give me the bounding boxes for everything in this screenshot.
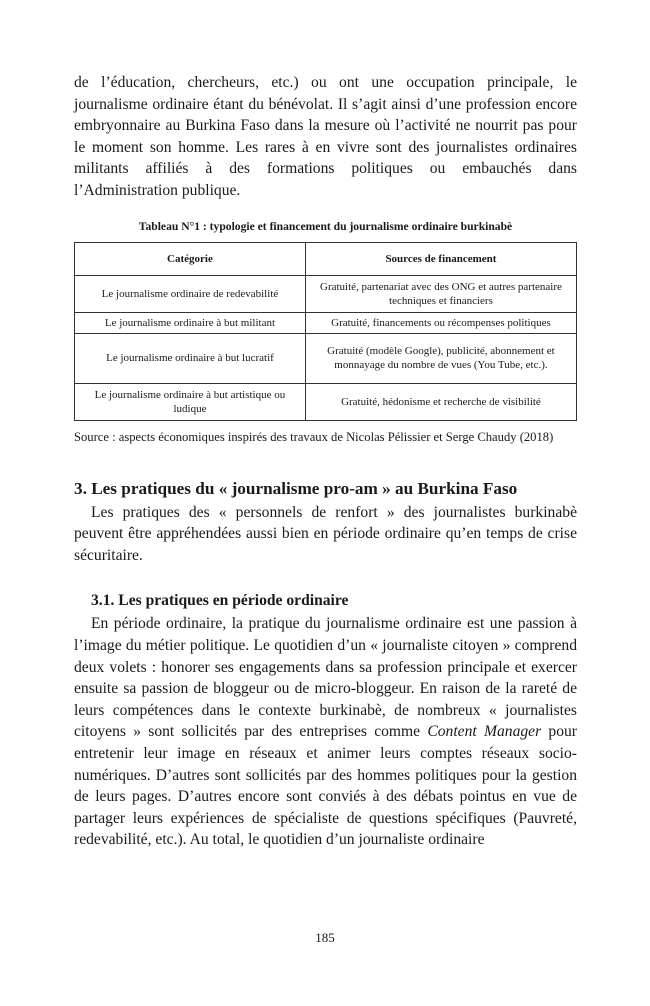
page-content	[74, 72, 577, 851]
table-cell: Gratuité, partenariat avec des ONG et autres partenaire techniques et financiers	[305, 275, 576, 312]
body-text-part1: En période ordinaire, la pratique du journalisme ordinaire est une passion à l’image du métier politique. Le quotidien d’un « journaliste citoyen » comprend deux volets : honorer ses engagements dans sa profession principale et exercer ensuite sa passion de bloggeur ou de micro-bloggeur. En raison de la rareté de leurs compétences dans le contexte burkinabè, de nombreux « journalistes citoyens » sont sollicités par des entreprises comme	[74, 615, 577, 741]
table-cell: Le journalisme ordinaire à but lucratif	[75, 333, 306, 383]
table-header-row	[75, 242, 577, 275]
financing-table	[74, 242, 577, 421]
table-row	[75, 312, 577, 333]
table-header-category: Catégorie	[75, 242, 306, 275]
table-cell: Gratuité, hédonisme et recherche de visibilité	[305, 383, 576, 420]
table-title: Tableau N°1 : typologie et financement du journalisme ordinaire burkinabè	[138, 219, 513, 233]
section-paragraph: Les pratiques des « personnels de renfort » des journalistes burkinabè peuvent être appréhendées aussi bien en période ordinaire qu’en temps de crise sécuritaire.	[74, 503, 577, 564]
section-heading: 3. Les pratiques du « journalisme pro-am » au Burkina Faso	[74, 478, 518, 498]
body-text-part2: pour entretenir leur image en réseaux et animer leurs comptes réseaux socio-numériques. D’autres sont sollicités par des hommes politiques pour la gestion de leurs pages. D’autres encore sont conviés à des débats pointus en vue de partager leurs expériences de spécialiste de questions spécifiques (Pauvreté, redevabilité, etc.). Au total, le quotidien d’un journaliste ordinaire	[74, 723, 577, 849]
table-row	[75, 333, 577, 383]
table-cell: Gratuité, financements ou récompenses politiques	[305, 312, 576, 333]
table-cell: Le journalisme ordinaire à but militant	[75, 312, 306, 333]
subsection-heading: 3.1. Les pratiques en période ordinaire	[91, 592, 349, 610]
table-cell: Le journalisme ordinaire de redevabilité	[75, 275, 306, 312]
emphasized-term: Content Manager	[427, 723, 542, 741]
intro-paragraph: de l’éducation, chercheurs, etc.) ou ont une occupation principale, le journalisme ordinaire étant du bénévolat. Il s’agit ainsi d’une profession encore embryonnaire au Burkina Faso dans la mesure où l’activité ne nourrit pas pour le moment son homme. Les rares à en vivre sont des journalistes ordinaires militants affiliés à des formations politiques ou embauchés dans l’Administration publique.	[74, 74, 577, 199]
table-cell: Le journalisme ordinaire à but artistique ou ludique	[75, 383, 306, 420]
body-paragraph	[74, 613, 577, 851]
table-row	[75, 383, 577, 420]
table-row	[75, 275, 577, 312]
page-number: 185	[315, 930, 335, 945]
source-note: Source : aspects économiques inspirés des travaux de Nicolas Pélissier et Serge Chaudy (2018)	[74, 429, 554, 444]
table-cell: Gratuité (modèle Google), publicité, abonnement et monnayage du nombre de vues (You Tube, etc.).	[305, 333, 576, 383]
table-header-sources: Sources de financement	[305, 242, 576, 275]
